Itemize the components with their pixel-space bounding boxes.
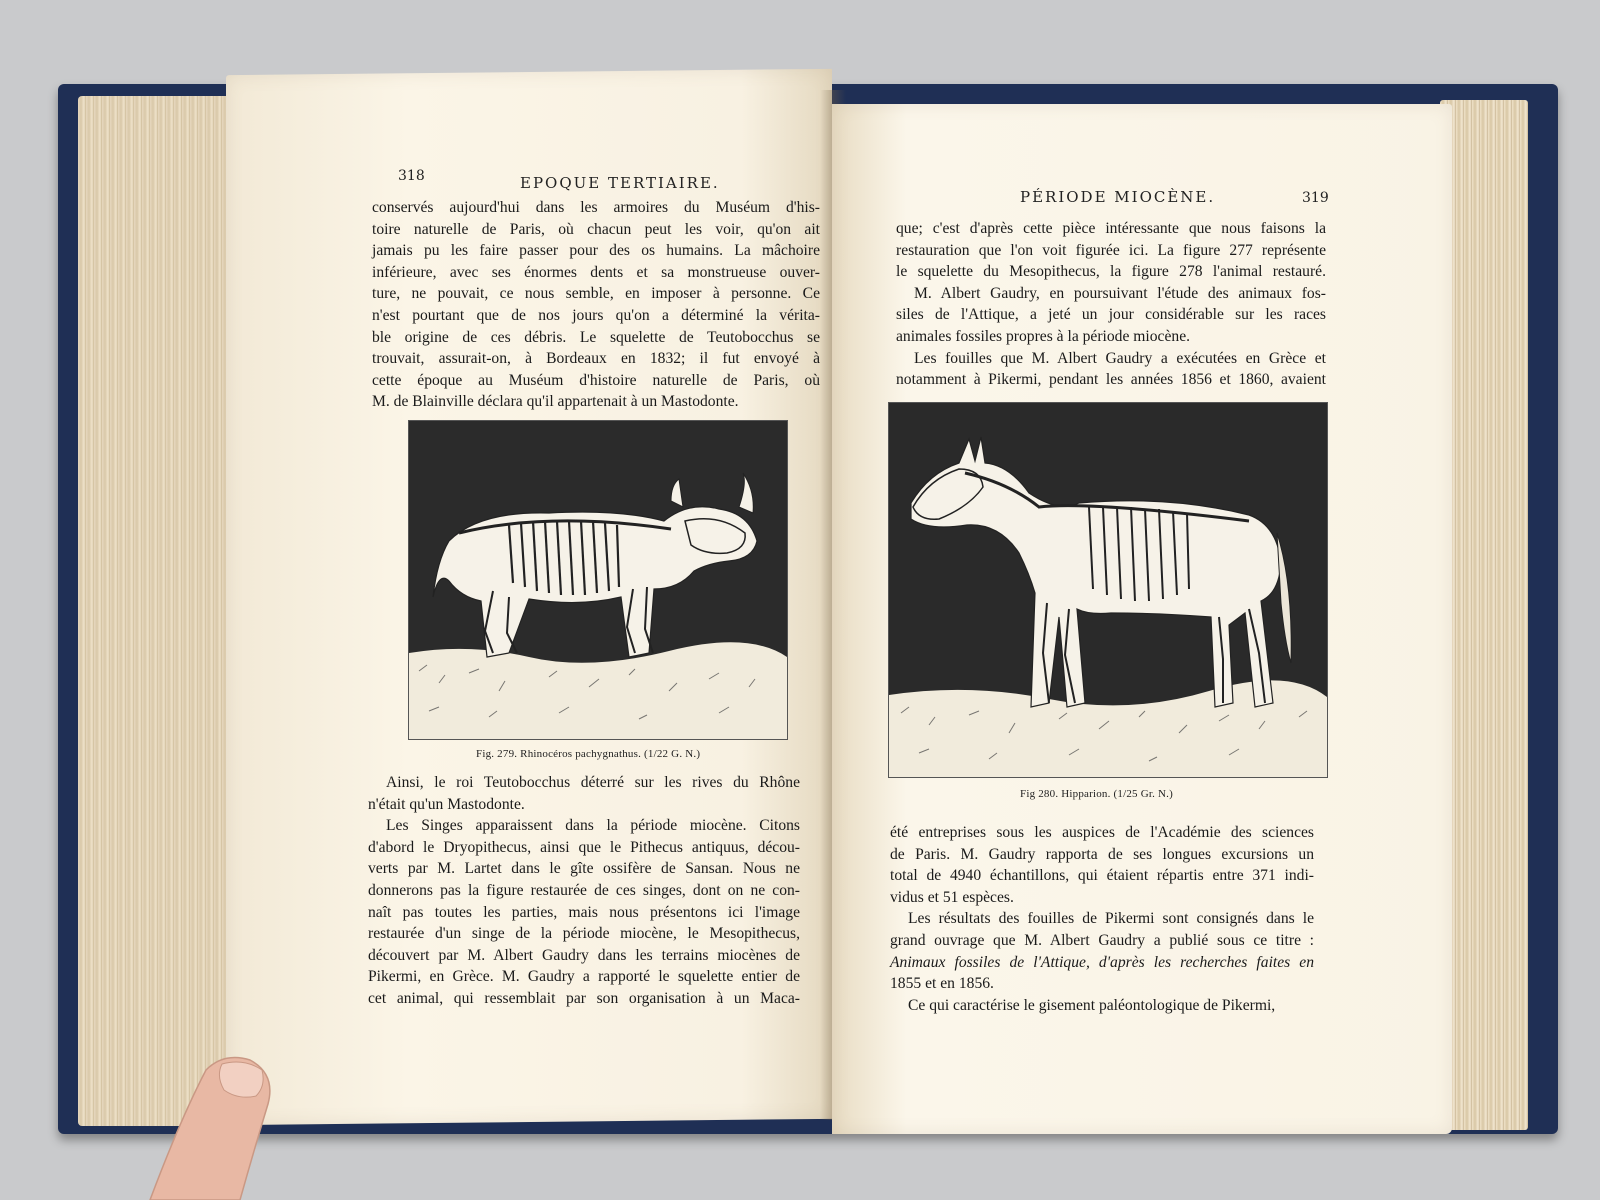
text-line: M. de Blainville déclara qu'il appartenait à un Mastodonte. — [372, 393, 739, 411]
right-figure-caption: Fig 280. Hipparion. (1/25 Gr. N.) — [1020, 788, 1173, 800]
left-running-head: EPOQUE TERTIAIRE. — [520, 174, 720, 192]
text-line: que; c'est d'après cette pièce intéressante que nous faisons la — [896, 220, 1326, 237]
text-line: vidus et 51 espèces. — [890, 888, 1014, 906]
text-line: d'abord le Dryopithecus, ainsi que le Pithecus antiquus, décou- — [368, 838, 800, 856]
text-line: total de 4940 échantillons, qui étaient répartis entre 371 indi- — [890, 867, 1314, 885]
text-line: animales fossiles propres à la période miocène. — [896, 327, 1191, 345]
right-running-head: PÉRIODE MIOCÈNE. — [1020, 188, 1216, 206]
text-line: M. Albert Gaudry, en poursuivant l'étude des animaux fos- — [914, 284, 1326, 302]
text-line: trouvait, assurait-on, à Bordeaux en 1832; il fut envoyé à — [372, 350, 820, 368]
text-line: ture, ne pouvait, ce nous semble, en imposer à personne. Ce — [372, 285, 820, 303]
text-line: Les résultats des fouilles de Pikermi sont consignés dans le — [908, 910, 1314, 928]
text-line: jamais pu les faire passer pour des os humains. La mâchoire — [372, 242, 820, 260]
text-line: verts par M. Lartet dans le gîte ossifère de Sansan. Nous ne — [368, 860, 800, 878]
text-line: le squelette du Mesopithecus, la figure 278 l'animal restauré. — [896, 263, 1326, 281]
text-line: n'est pourtant que de nos jours qu'on a déterminé la vérita- — [372, 306, 820, 324]
text-line: naît pas toutes les parties, mais nous présentons ici l'image — [368, 903, 800, 921]
text-line: donnerons pas la figure restaurée de ces singes, dont on ne con- — [368, 881, 800, 899]
text-line: n'était qu'un Mastodonte. — [368, 795, 525, 813]
text-line: toire naturelle de Paris, où chacun peut les voir, qu'on ait — [372, 220, 820, 238]
text-line: Ce qui caractérise le gisement paléontologique de Pikermi, — [908, 996, 1276, 1014]
text-line: restauration que l'on voit figurée ici. La figure 277 représente — [896, 241, 1326, 259]
left-page-number: 318 — [398, 168, 425, 184]
text-line: Les Singes apparaissent dans la période miocène. Citons — [386, 817, 800, 835]
text-line: siles de l'Attique, a jeté un jour considérable sur les races — [896, 306, 1326, 324]
text-line: été entreprises sous les auspices de l'Académie des sciences — [890, 824, 1314, 841]
text-line: grand ouvrage que M. Albert Gaudry a publié sous ce titre : — [890, 931, 1314, 949]
left-figure-caption: Fig. 279. Rhinocéros pachygnathus. (1/22 G. N.) — [476, 748, 701, 760]
text-line: Les fouilles que M. Albert Gaudry a exécutées en Grèce et — [914, 349, 1326, 367]
text-line: Pikermi, en Grèce. M. Gaudry a rapporté le squelette entier de — [368, 968, 800, 986]
text-line: de Paris. M. Gaudry rapporta de ses longues excursions un — [890, 845, 1314, 863]
text-line: conservés aujourd'hui dans les armoires du Muséum d'his- — [372, 199, 820, 216]
text-line: restaurée d'un singe de la période miocène, le Mesopithecus, — [368, 925, 800, 943]
text-line: Ainsi, le roi Teutobocchus déterré sur les rives du Rhône — [386, 774, 800, 791]
text-line: 1855 et en 1856. — [890, 975, 994, 993]
text-line: découvert par M. Albert Gaudry dans les terrains miocènes de — [368, 946, 800, 964]
text-line: Animaux fossiles de l'Attique, d'après les recherches faites en — [890, 953, 1314, 971]
text-line: notamment à Pikermi, pendant les années 1856 et 1860, avaient — [896, 371, 1326, 389]
text-line: cette époque au Muséum d'histoire naturelle de Paris, où — [372, 371, 820, 389]
text-line: inférieure, avec ses énormes dents et sa monstrueuse ouver- — [372, 263, 820, 281]
right-page-number: 319 — [1302, 190, 1329, 206]
text-line: ble origine de ces débris. Le squelette de Teutobocchus se — [372, 328, 820, 346]
text-line: cet animal, qui ressemblait par son organisation à un Maca- — [368, 989, 800, 1007]
